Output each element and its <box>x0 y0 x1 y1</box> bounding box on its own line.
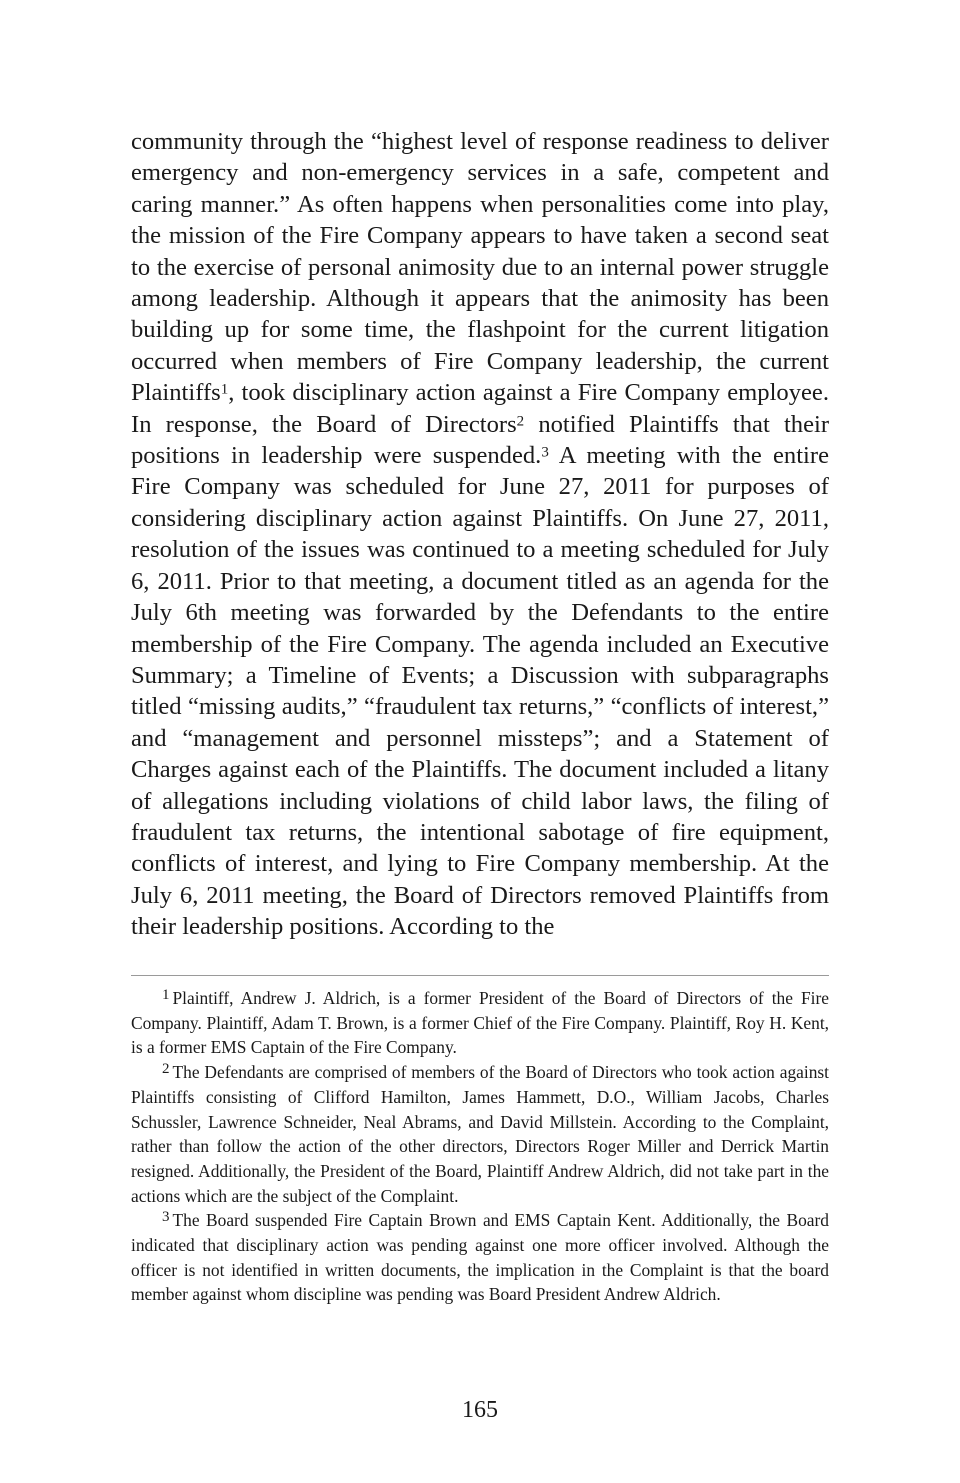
footnote-2 <box>131 1060 829 1208</box>
page-number: 165 <box>462 1397 498 1423</box>
footnote-divider <box>131 975 829 976</box>
footnote-1 <box>131 986 829 1060</box>
footnote-marker: 3 <box>162 1209 170 1226</box>
footnote-reference-2[interactable]: 2 <box>516 412 525 429</box>
body-text-segment: community through the “highest level of response readiness to deliver emergency and non-emergency services in a safe, competent and caring manner.” As often happens when personalities come into play, the mission of the Fire Company appears to have taken a second seat to the exercise of personal animosity due to an internal power struggle among leadership. Although it appears that the animosity has been building up for some time, the flashpoint for the current litigation occurred when members of Fire Company leadership, the current Plaintiffs <box>131 128 829 407</box>
footnote-text: The Defendants are comprised of members of the Board of Directors who took action against Plaintiffs consisting of Clifford Hamilton, James Hammett, D.O., William Jacobs, Charles Schussler, Lawrence Schneider, Neal Abrams, and David Millstein. According to the Complaint, rather than follow the action of the other directors, Directors Roger Miller and Derrick Martin resigned. Additionally, the President of the Board, Plaintiff Andrew Aldrich, did not take part in the actions which are the subject of the Complaint. <box>131 1062 829 1206</box>
footnote-marker: 1 <box>162 986 170 1003</box>
footnote-reference-3[interactable]: 3 <box>541 444 549 461</box>
body-text-segment: notified Plaintiffs that their positions in leadership were suspended. <box>131 410 830 470</box>
body-paragraph <box>131 126 829 943</box>
footnote-text: Plaintiff, Andrew J. Aldrich, is a former President of the Board of Directors of the Fire Company. Plaintiff, Adam T. Brown, is a former Chief of the Fire Company. Plaintiff, Roy H. Kent, is a former EMS Captain of the Fire Company. <box>131 988 829 1058</box>
body-text-segment: , took disciplinary action against a Fire Company employee. In response, the Board of Directors <box>131 379 829 438</box>
footnote-text: The Board suspended Fire Captain Brown and EMS Captain Kent. Additionally, the Board indicated that disciplinary action was pending against one more officer involved. Although the officer is not identified in written documents, the implication in the Complaint is that the board member against whom discipline was pending was Board President Andrew Aldrich. <box>131 1210 829 1305</box>
footnote-reference-1[interactable]: 1 <box>220 381 229 398</box>
footnote-3 <box>131 1208 829 1307</box>
footnotes-section <box>131 986 829 1307</box>
footnote-marker: 2 <box>162 1060 170 1077</box>
body-text-segment: A meeting with the entire Fire Company was scheduled for June 27, 2011 for purposes of considering disciplinary action against Plaintiffs. On June 27, 2011, resolution of the issues was continued to a meeting scheduled for July 6, 2011. Prior to that meeting, a document titled as an agenda for the July 6th meeting was forwarded by the Defendants to the entire membership of the Fire Company. The agenda included an Executive Summary; a Timeline of Events; a Discussion with subparagraphs titled “missing audits,” “fraudulent tax returns,” “conflicts of interest,” and “management and personnel missteps”; and a Statement of Charges against each of the Plaintiffs. The document included a litany of allegations including violations of child labor laws, the filing of fraudulent tax returns, the intentional sabotage of fire equipment, conflicts of interest, and lying to Fire Company membership. At the July 6, 2011 meeting, the Board of Directors removed Plaintiffs from their leadership positions. According to the <box>131 442 829 941</box>
